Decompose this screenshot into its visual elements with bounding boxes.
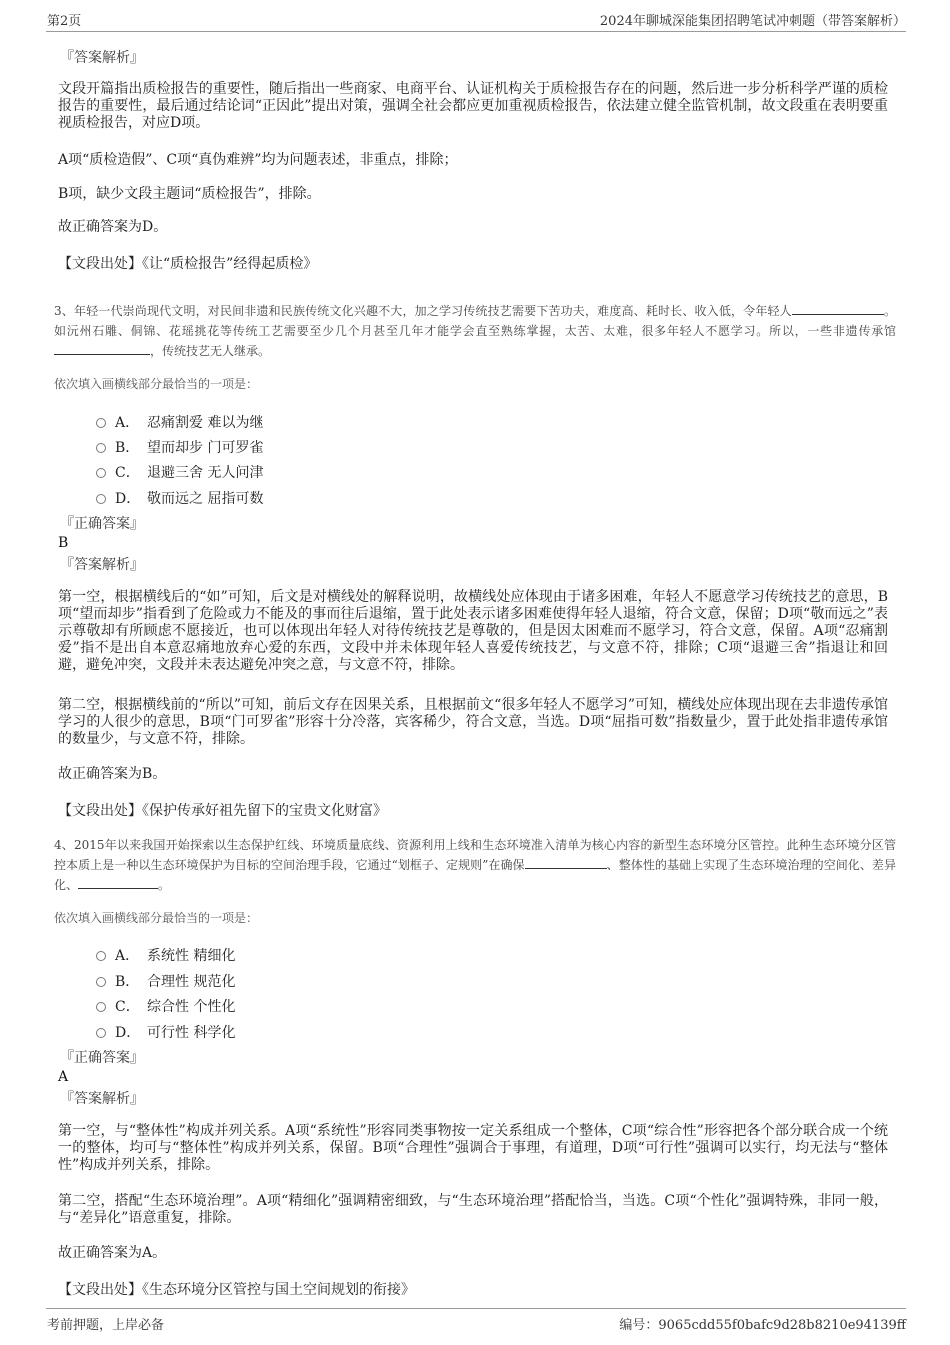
source-citation: 【文段出处】《让“质检报告”经得起质检》 xyxy=(58,256,318,272)
option-text: 综合性 个性化 xyxy=(147,999,236,1015)
option-text: 合理性 规范化 xyxy=(147,974,236,990)
analysis-paragraph: 故正确答案为A。 xyxy=(58,1245,167,1261)
option-letter: A． xyxy=(115,415,140,431)
analysis-paragraph: A项“质检造假”、C项“真伪难辨”均为问题表述，非重点，排除； xyxy=(58,152,458,168)
radio-icon[interactable] xyxy=(96,1002,106,1012)
question-prompt: 依次填入画横线部分最恰当的一项是： xyxy=(54,377,259,391)
option-d[interactable] xyxy=(96,1022,235,1042)
document-title: 2024年聊城深能集团招聘笔试冲刺题（带答案解析） xyxy=(599,14,906,29)
analysis-label: 『答案解析』 xyxy=(60,50,144,66)
question-prompt: 依次填入画横线部分最恰当的一项是： xyxy=(54,911,259,925)
radio-icon[interactable] xyxy=(96,1028,106,1038)
fill-blank xyxy=(54,342,150,355)
option-letter: B． xyxy=(115,440,140,456)
option-text: 忍痛割爱 难以为继 xyxy=(147,415,264,431)
footer-divider xyxy=(46,1308,906,1309)
option-letter: A． xyxy=(115,948,140,964)
radio-icon[interactable] xyxy=(96,494,106,504)
option-letter: D． xyxy=(115,1025,141,1041)
option-a[interactable] xyxy=(96,412,263,432)
radio-icon[interactable] xyxy=(96,468,106,478)
option-text: 退避三舍 无人问津 xyxy=(147,465,264,481)
correct-answer-value: A xyxy=(58,1069,69,1085)
radio-icon[interactable] xyxy=(96,443,106,453)
option-b[interactable] xyxy=(96,971,235,991)
analysis-label: 『答案解析』 xyxy=(60,1091,144,1107)
option-c[interactable] xyxy=(96,462,263,482)
radio-icon[interactable] xyxy=(96,418,106,428)
analysis-paragraph: 第一空，根据横线后的“如”可知，后文是对横线处的解释说明，故横线处应体现由于诸多困难，年轻人不愿意学习传统技艺的意思，B项“望而却步”指看到了危险或力不能及的事而往后退缩，置于此处表示诸多困难使得年轻人退缩，符合文意，保留；D项“敬而远之”表示尊敬却有所顾虑不愿接近，也可以体现出年轻人对待传统技艺是尊敬的，但是因太困难而不愿学习，符合文意，保留。A项“忍痛割爱”指不是出自本意忍痛地放弃心爱的东西，文段中并未体现年轻人喜爱传统技艺，与文意不符，排除；C项“退避三舍”指退让和回避，避免冲突，文段并未表达避免冲突之意，与文意不符，排除。 xyxy=(58,589,888,673)
option-letter: B． xyxy=(115,974,140,990)
source-citation: 【文段出处】《保护传承好祖先留下的宝贵文化财富》 xyxy=(58,803,387,819)
stem-text: 。 xyxy=(158,878,171,892)
fill-blank xyxy=(792,302,884,315)
stem-text: 3、年轻一代崇尚现代文明，对民间非遗和民族传统文化兴趣不大，加之学习传统技艺需要下苦功夫，难度高、耗时长、收入低，令年轻人 xyxy=(54,304,792,318)
stem-text: 、整体性的基础上实现了生态环境治理的空间化、差异化、 xyxy=(54,858,896,892)
header-divider xyxy=(46,31,906,32)
fill-blank xyxy=(525,856,607,869)
fill-blank xyxy=(78,876,158,889)
analysis-label: 『答案解析』 xyxy=(60,557,144,573)
analysis-paragraph: 第二空，根据横线前的“所以”可知，前后文存在因果关系，且根据前文“很多年轻人不愿学习”可知，横线处应体现出现在去非遗传承馆学习的人很少的意思，B项“门可罗雀”形容十分冷落，宾客稀少，符合文意，当选。D项“屈指可数”指数量少，置于此处指非遗传承馆的数量少，与文意不符，排除。 xyxy=(58,697,888,747)
analysis-paragraph: 故正确答案为D。 xyxy=(58,219,168,235)
option-a[interactable] xyxy=(96,945,235,965)
question-stem-4 xyxy=(54,835,896,895)
option-letter: C． xyxy=(115,999,140,1015)
option-letter: C． xyxy=(115,465,140,481)
option-text: 可行性 科学化 xyxy=(147,1025,236,1041)
option-text: 系统性 精细化 xyxy=(147,948,236,964)
page-number: 第2页 xyxy=(47,14,82,29)
question-stem-3 xyxy=(54,301,896,361)
analysis-paragraph: 第一空，与“整体性”构成并列关系。A项“系统性”形容同类事物按一定关系组成一个整体，C项“综合性”形容把各个部分联合成一个统一的整体，均可与“整体性”构成并列关系，保留。B项“合理性”强调合于事理，有道理，D项“可行性”强调可以实行，均无法与“整体性”构成并列关系，排除。 xyxy=(58,1123,888,1173)
stem-text: ，传统技艺无人继承。 xyxy=(150,344,271,358)
source-citation: 【文段出处】《生态环境分区管控与国土空间规划的衔接》 xyxy=(58,1282,415,1298)
option-text: 望而却步 门可罗雀 xyxy=(147,440,264,456)
option-d[interactable] xyxy=(96,488,263,508)
analysis-paragraph: 故正确答案为B。 xyxy=(58,766,167,782)
analysis-paragraph: B项，缺少文段主题词“质检报告”，排除。 xyxy=(58,186,321,202)
option-c[interactable] xyxy=(96,996,235,1016)
radio-icon[interactable] xyxy=(96,977,106,987)
correct-answer-label: 『正确答案』 xyxy=(60,1050,144,1066)
correct-answer-value: B xyxy=(58,535,69,551)
option-letter: D． xyxy=(115,491,141,507)
option-b[interactable] xyxy=(96,437,263,457)
radio-icon[interactable] xyxy=(96,951,106,961)
stem-text: 4、2015年以来我国开始探索以生态保护红线、环境质量底线、资源利用上线和生态环境准入清单为核心内容的新型生态环境分区管控。此种生态环境分区管控本质上是一种以生态环境保护为目标的空间治理手段，它通过“划框子、定规则”在确保 xyxy=(54,838,896,872)
stem-text: 。如沅州石雕、侗锦、花瑶挑花等传统工艺需要至少几个月甚至几年才能学会直至熟练掌握，太苦、太难，很多年轻人不愿学习。所以，一些非遗传承馆 xyxy=(54,304,896,338)
analysis-paragraph: 第二空，搭配“生态环境治理”。A项“精细化”强调精密细致，与“生态环境治理”搭配恰当，当选。C项“个性化”强调特殊，非同一般，与“差异化”语意重复，排除。 xyxy=(58,1193,888,1226)
analysis-paragraph: 文段开篇指出质检报告的重要性，随后指出一些商家、电商平台、认证机构关于质检报告存在的问题，然后进一步分析科学严谨的质检报告的重要性，最后通过结论词“正因此”提出对策，强调全社会都应更加重视质检报告，依法建立健全监管机制，故文段重在表明要重视质检报告，对应D项。 xyxy=(58,81,888,131)
correct-answer-label: 『正确答案』 xyxy=(60,516,144,532)
option-text: 敬而远之 屈指可数 xyxy=(147,491,264,507)
footer-code: 编号：9065cdd55f0bafc9d28b8210e94139ff xyxy=(619,1318,906,1333)
footer-slogan: 考前押题，上岸必备 xyxy=(47,1318,165,1333)
